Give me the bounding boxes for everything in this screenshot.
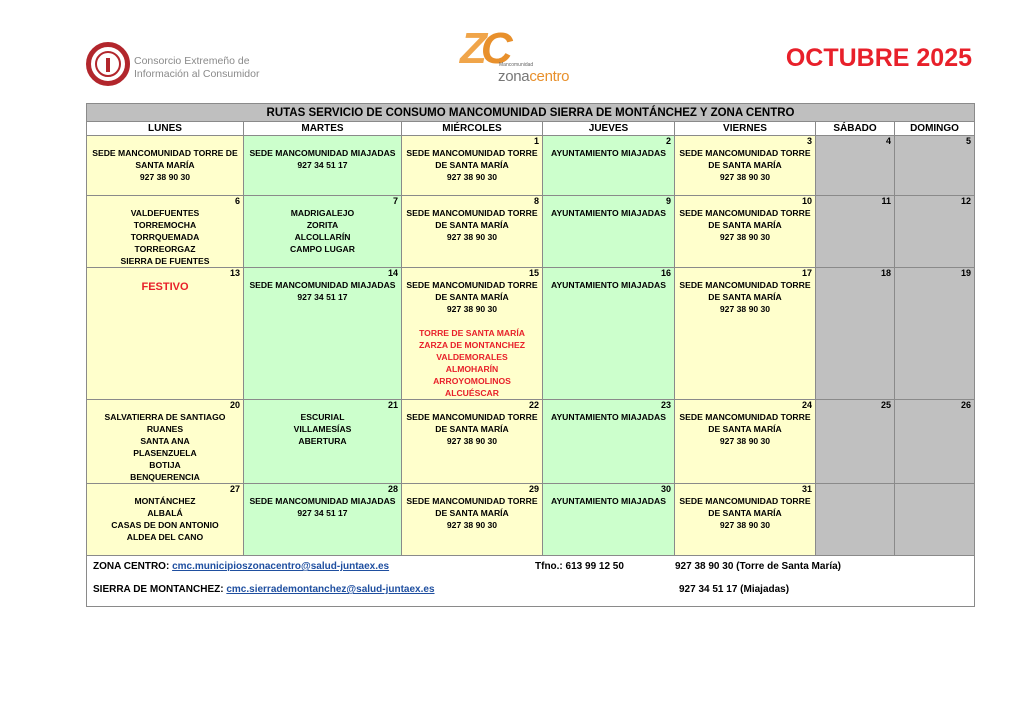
day-number: 21 <box>387 400 398 410</box>
day-header: DOMINGO <box>895 122 975 136</box>
route-line: SEDE MANCOMUNIDAD TORRE DE <box>92 148 238 158</box>
route-line: MONTÁNCHEZ <box>134 496 196 506</box>
day-cell <box>543 136 675 196</box>
route-line: 927 34 51 17 <box>297 292 348 302</box>
route-line: 927 38 90 30 <box>446 232 498 242</box>
day-number: 1 <box>533 136 539 146</box>
route-line: ALCOLLARÍN <box>294 232 351 242</box>
route-line: SEDE MANCOMUNIDAD TORRE <box>406 496 538 506</box>
day-cell <box>244 196 402 268</box>
route-line: TORREORGAZ <box>134 244 196 254</box>
zonacentro-logo: ZC Mancomunidad zonacentro <box>460 24 570 85</box>
phone-miajadas: 927 34 51 17 (Miajadas) <box>679 584 790 595</box>
route-line: SEDE MANCOMUNIDAD TORRE <box>406 208 538 218</box>
day-cell <box>895 400 975 484</box>
route-line: 927 38 90 30 <box>446 304 498 314</box>
week-row <box>87 484 975 556</box>
route-line: DE SANTA MARÍA <box>708 160 782 170</box>
route-line-red: VALDEMORALES <box>436 352 508 362</box>
month-title: OCTUBRE 2025 <box>785 44 972 72</box>
route-line: CAMPO LUGAR <box>290 244 355 254</box>
route-line: DE SANTA MARÍA <box>708 292 782 302</box>
route-line: DE SANTA MARÍA <box>435 220 509 230</box>
day-cell <box>543 484 675 556</box>
day-cell <box>675 268 816 400</box>
day-number: 26 <box>961 400 972 410</box>
route-line: 927 38 90 30 <box>139 172 191 182</box>
route-line: DE SANTA MARÍA <box>708 424 782 434</box>
day-cell <box>402 136 543 196</box>
route-line: 927 38 90 30 <box>719 436 771 446</box>
day-header: SÁBADO <box>816 122 895 136</box>
week-row <box>87 136 975 196</box>
route-line: 927 38 90 30 <box>719 304 771 314</box>
route-line: DE SANTA MARÍA <box>435 160 509 170</box>
day-cell <box>895 196 975 268</box>
route-line: AYUNTAMIENTO MIAJADAS <box>551 148 666 158</box>
route-line: ALDEA DEL CANO <box>126 532 204 542</box>
route-line: TORRQUEMADA <box>130 232 200 242</box>
route-line: BOTIJA <box>149 460 181 470</box>
day-number: 10 <box>801 196 812 206</box>
day-cell <box>543 268 675 400</box>
day-cell <box>675 484 816 556</box>
day-number: 9 <box>665 196 671 206</box>
route-line: MADRIGALEJO <box>290 208 355 218</box>
day-cell <box>675 400 816 484</box>
day-number: 17 <box>801 268 812 278</box>
day-number: 25 <box>880 400 891 410</box>
route-line: BENQUERENCIA <box>130 472 200 482</box>
day-number: 15 <box>528 268 539 278</box>
day-number: 16 <box>660 268 671 278</box>
route-line: SEDE MANCOMUNIDAD TORRE <box>679 148 811 158</box>
day-cell <box>87 136 244 196</box>
sierra-email-link[interactable]: cmc.sierrademontanchez@salud-juntaex.es <box>226 584 435 595</box>
route-line: SEDE MANCOMUNIDAD MIAJADAS <box>249 496 396 506</box>
day-header: LUNES <box>87 122 244 136</box>
route-line: ESCURIAL <box>300 412 345 422</box>
day-cell <box>244 268 402 400</box>
route-line: SEDE MANCOMUNIDAD TORRE <box>406 412 538 422</box>
route-line: DE SANTA MARÍA <box>708 220 782 230</box>
route-line: 927 34 51 17 <box>297 508 348 518</box>
route-line: SEDE MANCOMUNIDAD MIAJADAS <box>249 280 396 290</box>
day-cell <box>895 484 975 556</box>
route-line: ALBALÁ <box>147 508 183 518</box>
day-number <box>244 136 401 147</box>
calendar-table <box>86 103 975 607</box>
route-line: DE SANTA MARÍA <box>435 508 509 518</box>
phone-torre: 927 38 90 30 (Torre de Santa María) <box>675 561 842 572</box>
zc-mark-icon: ZC <box>460 24 507 73</box>
day-header: MIÉRCOLES <box>402 122 543 136</box>
day-number: 31 <box>801 484 812 494</box>
day-cell <box>244 484 402 556</box>
calendar-title: RUTAS SERVICIO DE CONSUMO MANCOMUNIDAD SIERRA DE MONTÁNCHEZ Y ZONA CENTRO <box>87 104 975 122</box>
day-number: 2 <box>665 136 671 146</box>
route-line: DE SANTA MARÍA <box>708 508 782 518</box>
day-number: 14 <box>387 268 398 278</box>
day-cell <box>402 196 543 268</box>
route-line: SANTA ANA <box>140 436 190 446</box>
day-cell <box>87 400 244 484</box>
route-line: SEDE MANCOMUNIDAD TORRE <box>679 280 811 290</box>
day-cell <box>543 400 675 484</box>
day-number: 29 <box>528 484 539 494</box>
day-cell <box>402 400 543 484</box>
day-number: 8 <box>533 196 539 206</box>
day-number: 4 <box>885 136 891 146</box>
day-cell <box>816 196 895 268</box>
day-cell <box>402 484 543 556</box>
route-line: AYUNTAMIENTO MIAJADAS <box>551 496 666 506</box>
day-header: MARTES <box>244 122 402 136</box>
route-line: 927 38 90 30 <box>719 520 771 530</box>
day-number: 27 <box>229 484 240 494</box>
day-number: 18 <box>880 268 891 278</box>
contact-footer <box>87 556 975 607</box>
route-line: AYUNTAMIENTO MIAJADAS <box>551 412 666 422</box>
day-cell <box>244 136 402 196</box>
day-number: 3 <box>806 136 812 146</box>
route-line: SEDE MANCOMUNIDAD TORRE <box>679 412 811 422</box>
route-line: SANTA MARÍA <box>135 160 195 170</box>
route-line: PLASENZUELA <box>133 448 197 458</box>
festivo-label: FESTIVO <box>141 281 189 293</box>
day-cell <box>87 196 244 268</box>
route-line: 927 34 51 17 <box>297 160 348 170</box>
route-line: CASAS DE DON ANTONIO <box>111 520 219 530</box>
route-line: SEDE MANCOMUNIDAD TORRE <box>406 148 538 158</box>
day-cell <box>675 136 816 196</box>
day-cell <box>87 484 244 556</box>
zona-email-link[interactable]: cmc.municipioszonacentro@salud-juntaex.es <box>172 561 390 572</box>
route-line: SEDE MANCOMUNIDAD TORRE <box>679 496 811 506</box>
week-row <box>87 268 975 400</box>
day-cell <box>816 136 895 196</box>
route-line: DE SANTA MARÍA <box>435 424 509 434</box>
route-line-red: ALMOHARÍN <box>445 364 499 374</box>
day-cell <box>402 268 543 400</box>
day-number: 5 <box>966 136 972 146</box>
day-cell <box>816 400 895 484</box>
route-line: 927 38 90 30 <box>446 436 498 446</box>
day-cell <box>816 268 895 400</box>
tel-text: Tfno.: 613 99 12 50 <box>535 561 624 572</box>
day-number <box>87 136 243 147</box>
route-line-red: ZARZA DE MONTANCHEZ <box>419 340 525 350</box>
route-line: 927 38 90 30 <box>446 520 498 530</box>
week-row <box>87 196 975 268</box>
day-number: 13 <box>229 268 240 278</box>
day-header: JUEVES <box>543 122 675 136</box>
route-line: 927 38 90 30 <box>446 172 498 182</box>
day-cell <box>895 136 975 196</box>
week-row <box>87 400 975 484</box>
day-number: 22 <box>528 400 539 410</box>
day-number: 19 <box>961 268 972 278</box>
day-cell <box>543 196 675 268</box>
day-header: VIERNES <box>675 122 816 136</box>
route-line-red: ARROYOMOLINOS <box>433 376 511 386</box>
sierra-label: SIERRA DE MONTANCHEZ: <box>93 584 224 595</box>
route-line: SIERRA DE FUENTES <box>120 256 210 266</box>
route-line-red: TORRE DE SANTA MARÍA <box>419 328 525 338</box>
route-line: ABERTURA <box>298 436 347 446</box>
day-cell <box>244 400 402 484</box>
route-line-red: ALCUÉSCAR <box>445 388 499 398</box>
route-line: AYUNTAMIENTO MIAJADAS <box>551 280 666 290</box>
day-cell <box>675 196 816 268</box>
day-number: 23 <box>660 400 671 410</box>
day-number: 12 <box>961 196 972 206</box>
day-number: 11 <box>881 196 891 206</box>
route-line: SEDE MANCOMUNIDAD MIAJADAS <box>249 148 396 158</box>
day-number: 24 <box>801 400 812 410</box>
day-number <box>895 484 974 495</box>
route-line: 927 38 90 30 <box>719 172 771 182</box>
day-number: 30 <box>660 484 671 494</box>
route-line: ZORITA <box>306 220 339 230</box>
day-number: 6 <box>234 196 240 206</box>
route-line: TORREMOCHA <box>133 220 197 230</box>
day-cell <box>816 484 895 556</box>
day-cell <box>895 268 975 400</box>
route-line: SALVATIERRA DE SANTIAGO <box>104 412 226 422</box>
route-line: RUANES <box>146 424 184 434</box>
route-line: SEDE MANCOMUNIDAD TORRE <box>406 280 538 290</box>
day-cell <box>87 268 244 400</box>
route-line: VALDEFUENTES <box>130 208 200 218</box>
route-line: 927 38 90 30 <box>719 232 771 242</box>
day-number <box>816 484 894 495</box>
day-number: 20 <box>229 400 240 410</box>
zona-label: ZONA CENTRO: <box>93 561 170 572</box>
route-line: VILLAMESÍAS <box>293 424 352 434</box>
day-number: 7 <box>392 196 398 206</box>
route-line: AYUNTAMIENTO MIAJADAS <box>551 208 666 218</box>
route-line: SEDE MANCOMUNIDAD TORRE <box>679 208 811 218</box>
consorcio-logo <box>86 42 286 98</box>
day-number: 28 <box>387 484 398 494</box>
route-line: DE SANTA MARÍA <box>435 292 509 302</box>
consorcio-logo-text: Consorcio Extremeño de Información al Consumidor <box>134 55 260 80</box>
